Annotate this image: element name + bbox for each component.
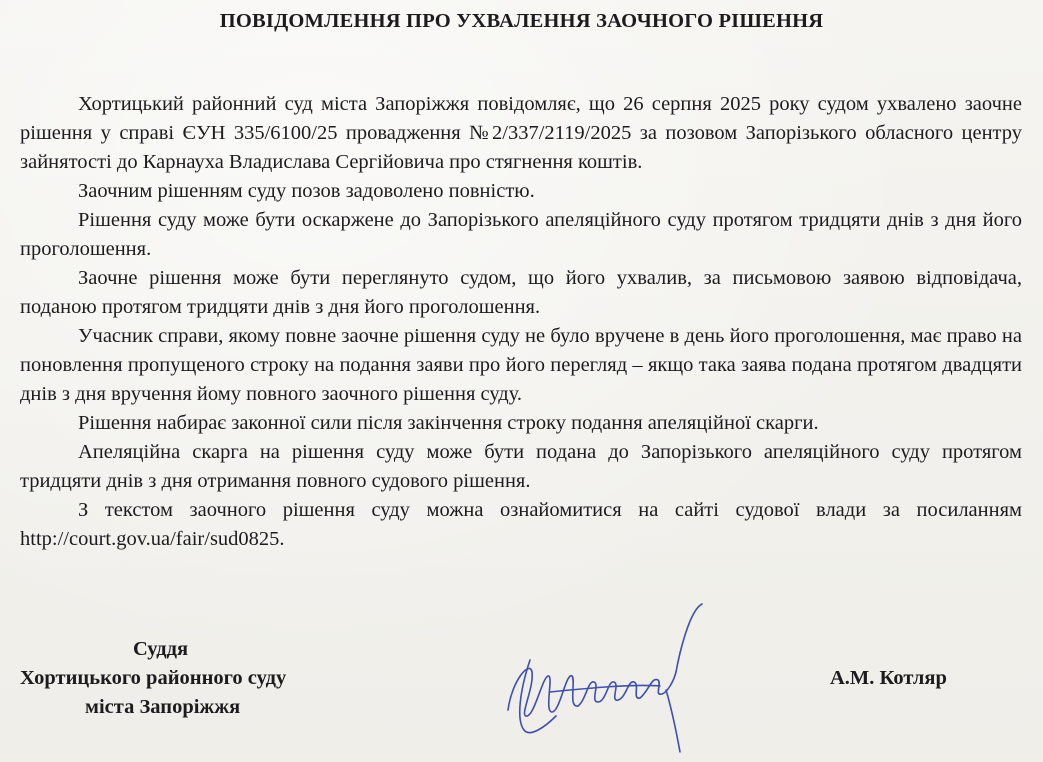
signature-name: А.М. Котляр — [830, 667, 947, 689]
document-title: ПОВІДОМЛЕННЯ ПРО УХВАЛЕННЯ ЗАОЧНОГО РІШЕННЯ — [219, 10, 824, 32]
paragraph-appeal: Рішення суду може бути оскаржене до Запорізького апеляційного суду протягом тридцяти днів з дня його проголошення. — [20, 209, 1022, 260]
paragraph-review: Заочне рішення може бути переглянуто судом, що його ухвалив, за письмовою заявою відповідача, поданою протягом тридцяти днів з дня його проголошення. — [20, 267, 1022, 318]
document-body — [20, 90, 1022, 554]
paragraph-announcement: Хортицький районний суд міста Запоріжжя повідомляє, що 26 серпня 2025 року судом ухвалено заочне рішення у справі ЄУН 335/6100/25 провадження №2/337/2119/2025 за позовом Запорізького обласного центру зайнятості до Карнауха Владислава Сергійовича про стягнення коштів. — [20, 93, 1022, 173]
handwritten-signature — [490, 600, 720, 760]
signature-role: Суддя — [133, 638, 189, 660]
signature-city: міста Запоріжжя — [85, 696, 241, 718]
signature-court: Хортицького районного суду — [20, 667, 287, 689]
paragraph-claim-satisfied: Заочним рішенням суду позов задоволено повністю. — [78, 180, 535, 202]
paragraph-appeal-complaint: Апеляційна скарга на рішення суду може бути подана до Запорізького апеляційного суду протягом тридцяти днів з дня отримання повного судового рішення. — [20, 441, 1022, 492]
paragraph-link: З текстом заочного рішення суду можна ознайомитися на сайті судової влади за посиланням http://court.gov.ua/fair/sud0825. — [20, 499, 1022, 550]
paragraph-entry-into-force: Рішення набирає законної сили після закінчення строку подання апеляційної скарги. — [78, 412, 819, 434]
paragraph-renewal: Учасник справи, якому повне заочне рішення суду не було вручене в день його проголошення, має право на поновлення пропущеного строку на подання заяви про його перегляд – якщо така заява подана протягом двадцяти днів з дня вручення йому повного заочного рішення суду. — [20, 325, 1022, 405]
